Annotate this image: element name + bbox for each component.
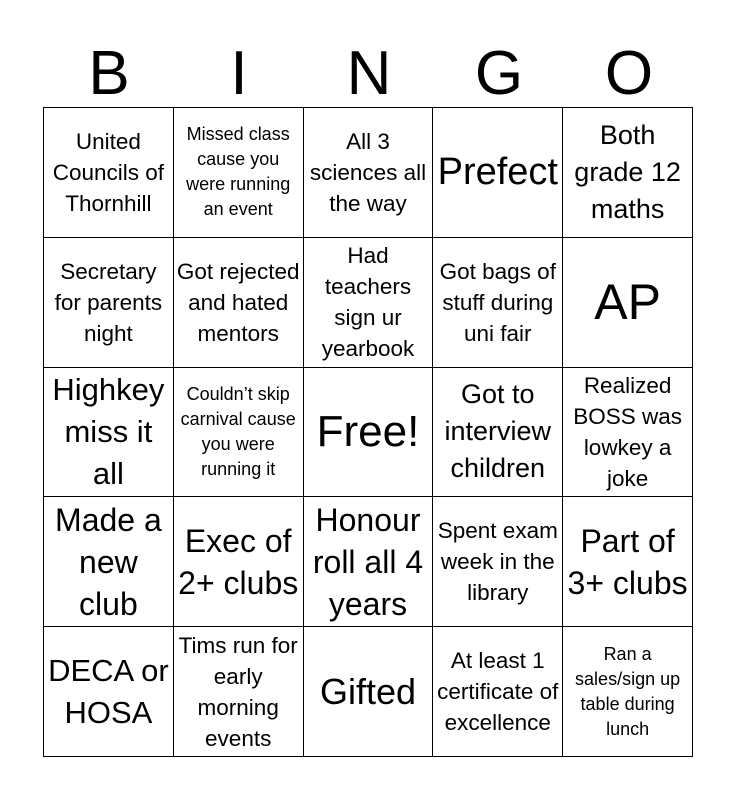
bingo-cell[interactable]: Couldn’t skip carnival cause you were running it xyxy=(174,368,304,498)
bingo-cell[interactable]: Honour roll all 4 years xyxy=(304,497,434,627)
header-letter-n: N xyxy=(346,39,392,108)
header-letter-b: B xyxy=(88,39,130,108)
bingo-cell[interactable]: Missed class cause you were running an event xyxy=(174,108,304,238)
bingo-cell[interactable]: Got bags of stuff during uni fair xyxy=(433,238,563,368)
bingo-cell[interactable]: Got to interview children xyxy=(433,368,563,498)
bingo-cell[interactable]: Exec of 2+ clubs xyxy=(174,497,304,627)
bingo-cell[interactable]: Got rejected and hated mentors xyxy=(174,238,304,368)
header-letter-o: O xyxy=(604,39,654,108)
bingo-cell[interactable]: United Councils of Thornhill xyxy=(44,108,174,238)
bingo-cell[interactable]: Prefect xyxy=(433,108,563,238)
bingo-cell[interactable]: Had teachers sign ur yearbook xyxy=(304,238,434,368)
bingo-cell[interactable]: Realized BOSS was lowkey a joke xyxy=(563,368,693,498)
bingo-cell[interactable]: Made a new club xyxy=(44,497,174,627)
bingo-cell[interactable]: Highkey miss it all xyxy=(44,368,174,498)
bingo-cell[interactable]: DECA or HOSA xyxy=(44,627,174,757)
bingo-cell[interactable]: All 3 sciences all the way xyxy=(304,108,434,238)
bingo-cell[interactable]: Spent exam week in the library xyxy=(433,497,563,627)
header-letter-i: I xyxy=(230,39,248,108)
bingo-cell[interactable]: Tims run for early morning events xyxy=(174,627,304,757)
bingo-cell[interactable]: AP xyxy=(563,238,693,368)
bingo-cell[interactable]: Part of 3+ clubs xyxy=(563,497,693,627)
bingo-grid xyxy=(43,107,693,757)
bingo-cell[interactable]: At least 1 certificate of excellence xyxy=(433,627,563,757)
bingo-header xyxy=(44,39,694,108)
bingo-cell[interactable]: Secretary for parents night xyxy=(44,238,174,368)
bingo-cell[interactable]: Both grade 12 maths xyxy=(563,108,693,238)
header-letter-g: G xyxy=(474,39,524,108)
bingo-cell[interactable]: Gifted xyxy=(304,627,434,757)
bingo-cell[interactable]: Ran a sales/sign up table during lunch xyxy=(563,627,693,757)
bingo-cell[interactable]: Free! xyxy=(304,368,434,498)
